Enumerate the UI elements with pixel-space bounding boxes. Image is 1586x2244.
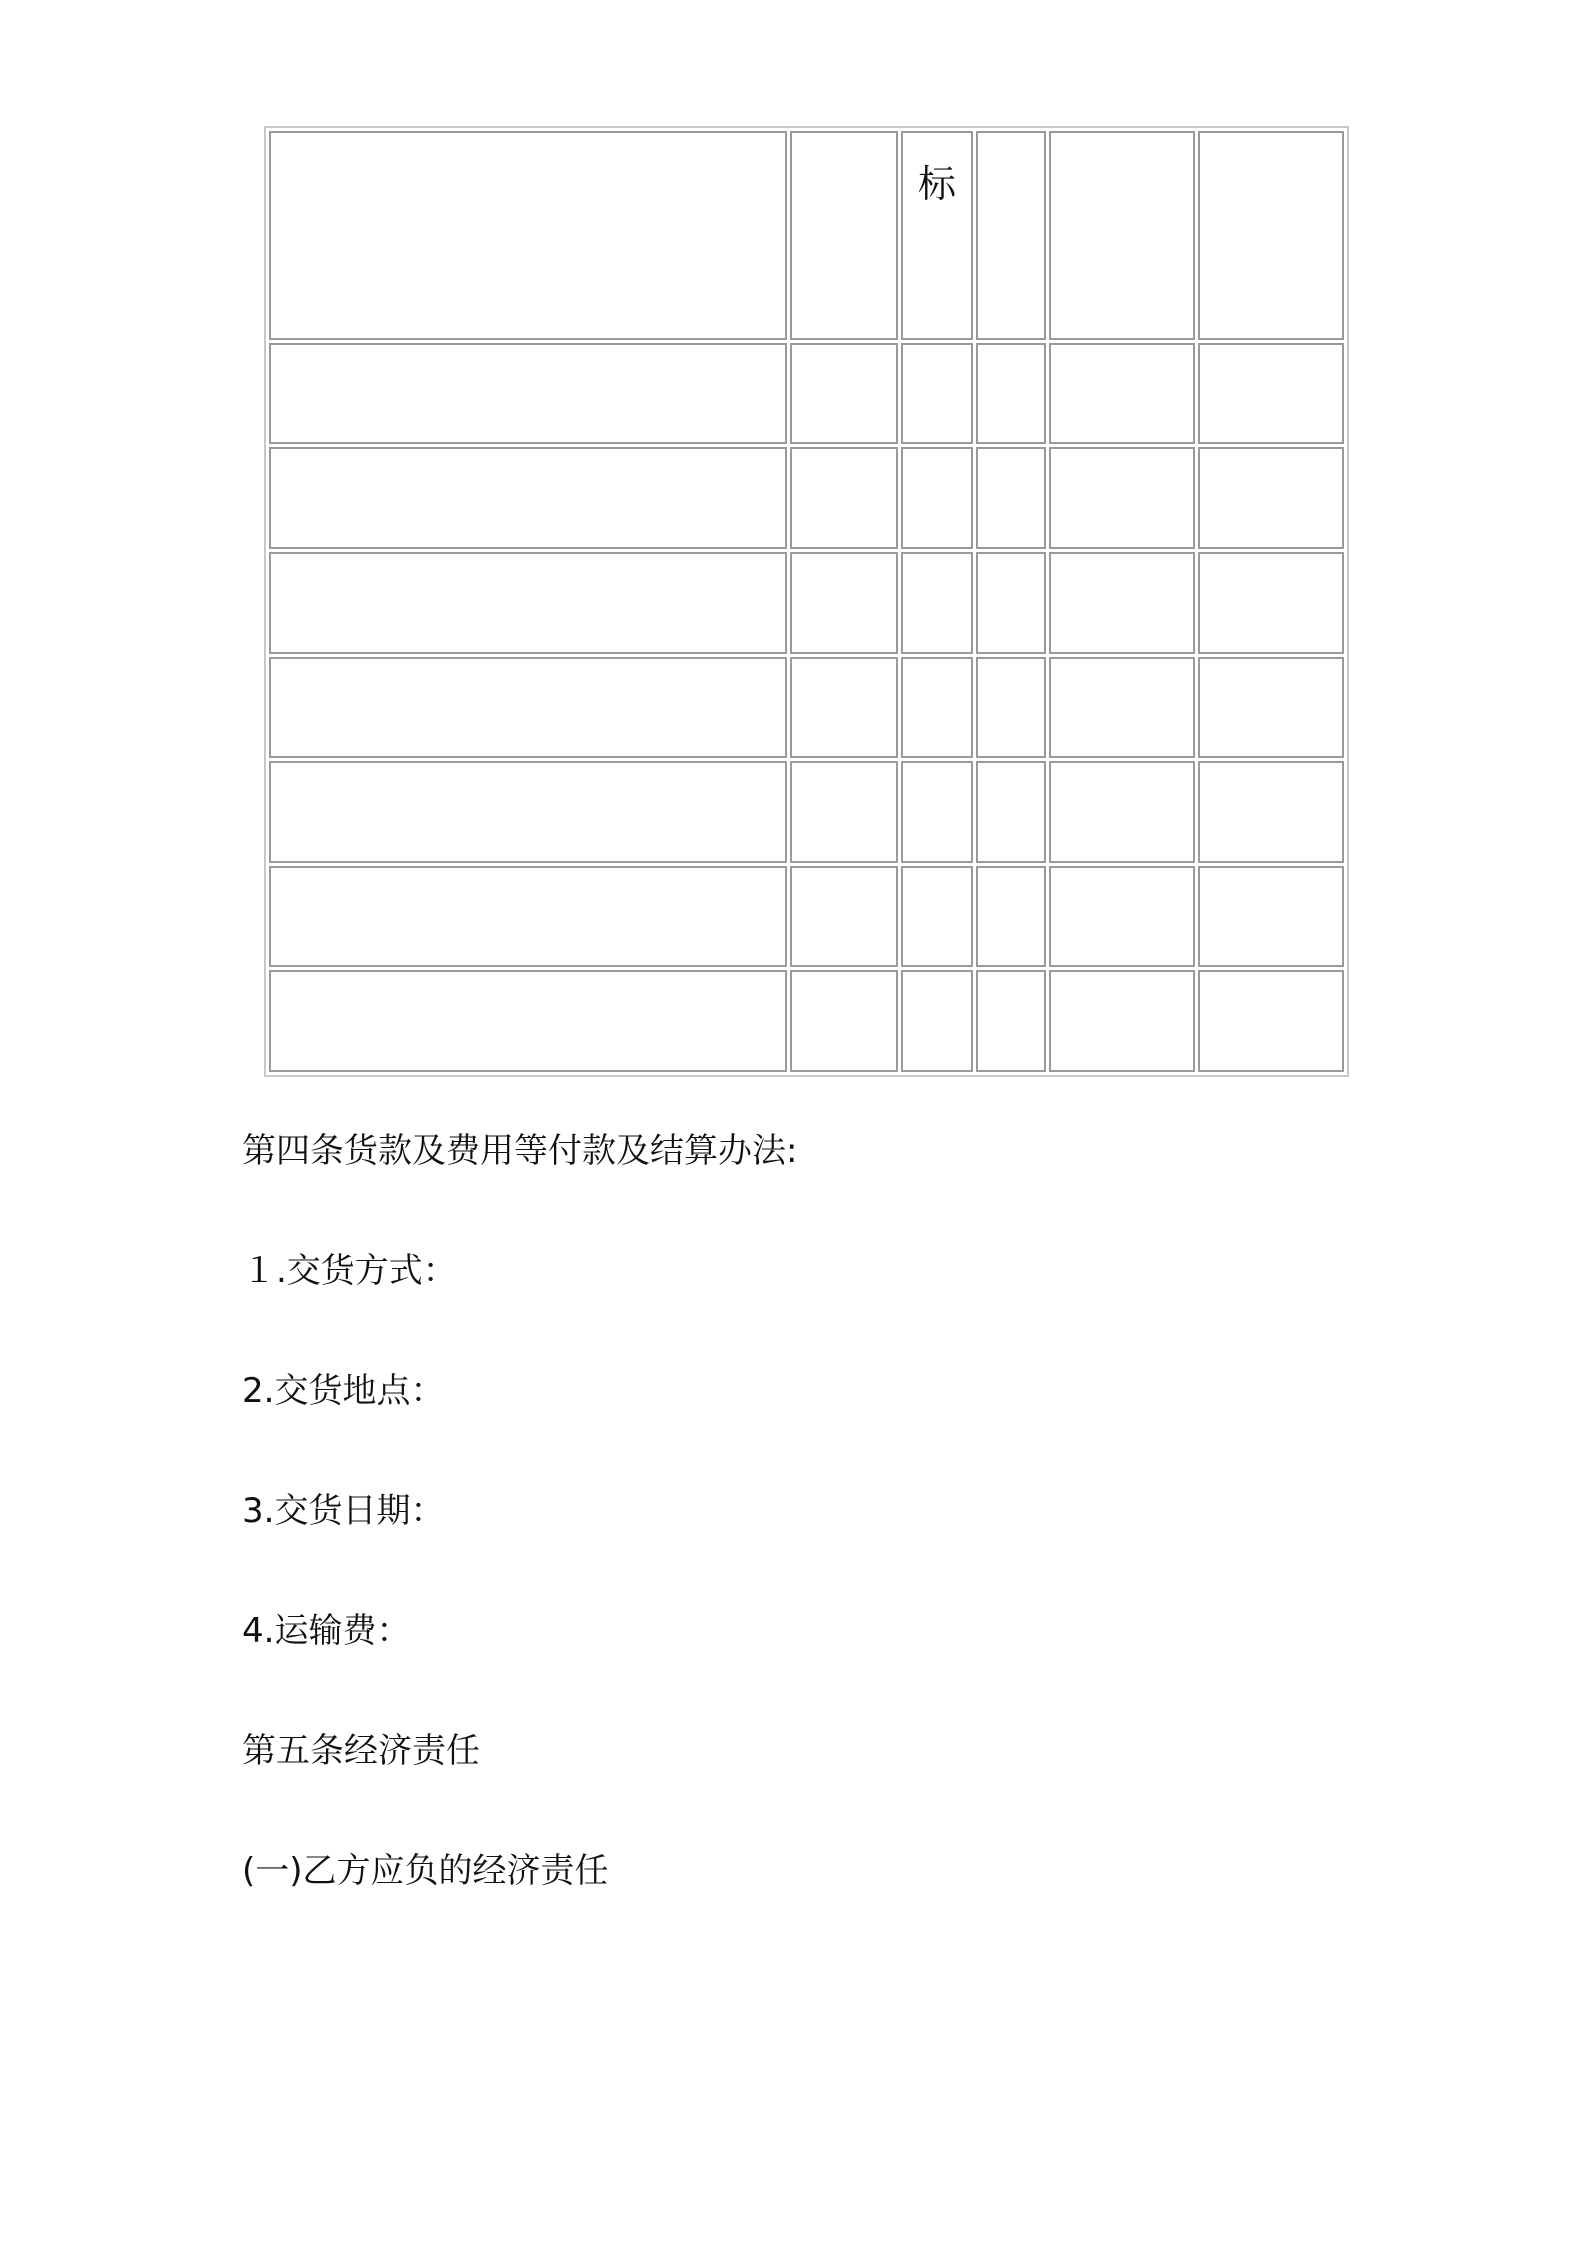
table-cell xyxy=(790,343,898,445)
table-cell-text xyxy=(978,868,1044,900)
table-cell-text xyxy=(792,449,896,481)
table-cell-text xyxy=(271,659,785,691)
table-cell xyxy=(1198,657,1344,759)
table-cell-text xyxy=(903,554,971,586)
table-row xyxy=(269,970,1344,1072)
table-cell-text xyxy=(792,133,896,165)
table-cell-text xyxy=(1200,659,1342,691)
table-cell xyxy=(1049,131,1195,340)
table-cell xyxy=(790,657,898,759)
table-cell-text xyxy=(903,972,971,1004)
table-cell xyxy=(269,970,787,1072)
table-cell xyxy=(901,970,973,1072)
table-cell xyxy=(790,131,898,340)
table-cell xyxy=(976,970,1046,1072)
table-cell xyxy=(976,552,1046,654)
table-cell-text xyxy=(792,868,896,900)
table-cell xyxy=(269,447,787,549)
table-cell xyxy=(1049,866,1195,968)
table-cell-text xyxy=(978,449,1044,481)
table-cell xyxy=(1049,447,1195,549)
table-cell-text xyxy=(1200,554,1342,586)
table-cell xyxy=(1049,761,1195,863)
table-cell-text xyxy=(903,449,971,481)
table-cell xyxy=(976,657,1046,759)
table-cell-text xyxy=(792,659,896,691)
table-cell-text xyxy=(792,763,896,795)
table-cell-text xyxy=(978,554,1044,586)
table-cell-text xyxy=(271,133,785,165)
table-cell xyxy=(269,131,787,340)
table-cell xyxy=(1198,343,1344,445)
table-cell xyxy=(901,447,973,549)
table-cell-text xyxy=(1051,133,1193,165)
table-cell-text xyxy=(978,345,1044,377)
table-cell-text xyxy=(1051,345,1193,377)
table-cell-text xyxy=(903,868,971,900)
table-cell xyxy=(1049,657,1195,759)
table-row xyxy=(269,761,1344,863)
table-cell-text xyxy=(271,554,785,586)
table-cell xyxy=(901,343,973,445)
table-cell-text xyxy=(271,345,785,377)
delivery-method-line: １.交货方式： xyxy=(242,1251,457,1291)
table-cell xyxy=(790,447,898,549)
table-cell xyxy=(901,866,973,968)
table-cell-text xyxy=(271,868,785,900)
table-cell-text xyxy=(1200,345,1342,377)
table-cell-text xyxy=(1200,868,1342,900)
table-cell-text xyxy=(1051,868,1193,900)
table-cell xyxy=(1198,131,1344,340)
table-cell-text xyxy=(978,972,1044,1004)
transport-fee-line: 4.运输费： xyxy=(242,1611,411,1651)
table-cell xyxy=(269,657,787,759)
table-cell xyxy=(976,447,1046,549)
table-cell-text xyxy=(271,763,785,795)
table-cell-text xyxy=(1200,972,1342,1004)
table-cell xyxy=(790,552,898,654)
table-cell xyxy=(1198,552,1344,654)
table-cell-text: 标 xyxy=(917,162,956,206)
table-cell-text xyxy=(792,972,896,1004)
table-cell xyxy=(976,761,1046,863)
goods-table xyxy=(264,126,1349,1077)
table-cell-text xyxy=(1051,763,1193,795)
table-row xyxy=(269,552,1344,654)
table-cell-text xyxy=(1200,133,1342,165)
table-cell-text xyxy=(1051,449,1193,481)
table-cell xyxy=(901,761,973,863)
article-five-heading: 第五条经济责任 xyxy=(242,1731,480,1771)
table-cell xyxy=(1198,761,1344,863)
table-row xyxy=(269,131,1344,340)
table-row xyxy=(269,657,1344,759)
table-cell-text xyxy=(978,133,1044,165)
table-cell-text xyxy=(978,659,1044,691)
table-cell-text xyxy=(271,972,785,1004)
table-cell xyxy=(790,866,898,968)
table-row xyxy=(269,447,1344,549)
table-cell-text xyxy=(792,345,896,377)
table-cell-text xyxy=(1200,763,1342,795)
table-cell xyxy=(790,761,898,863)
table-cell-text xyxy=(1200,449,1342,481)
table-cell-text xyxy=(792,554,896,586)
table-cell-text xyxy=(903,763,971,795)
table-cell-text xyxy=(903,345,971,377)
table-cell xyxy=(1198,970,1344,1072)
table-cell-text xyxy=(903,659,971,691)
table-cell xyxy=(901,552,973,654)
goods-table-body xyxy=(269,131,1344,1072)
table-cell-text xyxy=(1051,972,1193,1004)
table-cell xyxy=(269,866,787,968)
table-cell-text xyxy=(978,763,1044,795)
table-cell xyxy=(901,657,973,759)
table-row xyxy=(269,343,1344,445)
table-cell-text xyxy=(1051,659,1193,691)
table-cell xyxy=(1198,866,1344,968)
party-b-liability-heading: (一)乙方应负的经济责任 xyxy=(242,1851,609,1891)
table-cell xyxy=(269,343,787,445)
table-cell xyxy=(1049,343,1195,445)
table-row xyxy=(269,866,1344,968)
table-cell xyxy=(790,970,898,1072)
article-four-heading: 第四条货款及费用等付款及结算办法: xyxy=(242,1131,798,1171)
table-cell xyxy=(976,343,1046,445)
table-cell xyxy=(269,552,787,654)
table-cell xyxy=(269,761,787,863)
delivery-date-line: 3.交货日期： xyxy=(242,1491,445,1531)
table-cell-text xyxy=(271,449,785,481)
table-cell xyxy=(901,131,973,340)
table-cell-text xyxy=(1051,554,1193,586)
table-cell xyxy=(976,131,1046,340)
table-cell xyxy=(1049,552,1195,654)
table-cell xyxy=(976,866,1046,968)
delivery-location-line: 2.交货地点： xyxy=(242,1371,445,1411)
table-cell xyxy=(1198,447,1344,549)
table-cell xyxy=(1049,970,1195,1072)
